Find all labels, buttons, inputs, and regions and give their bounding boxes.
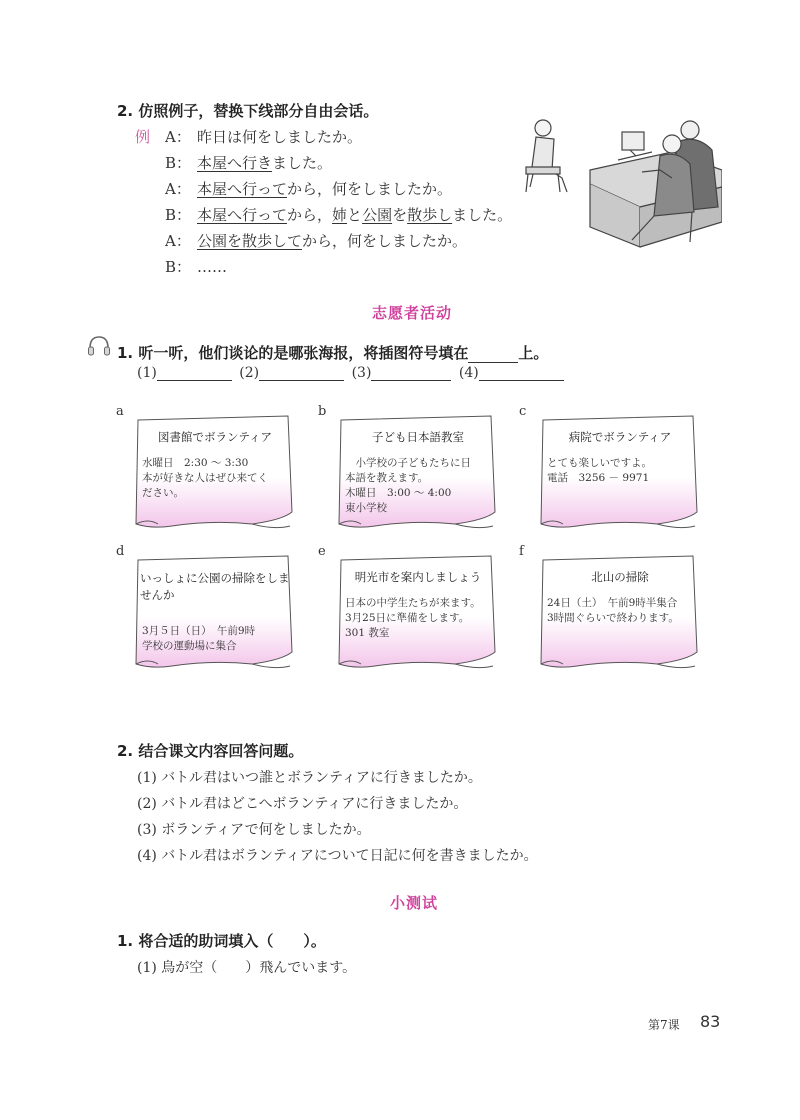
poster-body: 小学校の子どもたちに日 本語を教えます。 木曜日 3:00 ～ 4:00 東小学校	[345, 457, 471, 514]
dialogue-text: と	[347, 206, 363, 224]
poster-letter: d	[116, 544, 125, 559]
speaker-label: A：	[165, 232, 191, 250]
quiz-item: (1) 鳥が空（ ）飛んでいます。	[137, 960, 357, 976]
poster-letter: e	[318, 544, 326, 559]
comprehension-item: (4) バトル君はボランティアについて日記に何を書きましたか。	[137, 848, 538, 864]
dialogue-text: ました。	[452, 206, 513, 224]
poster-letter: b	[318, 404, 327, 419]
answer-blank-inline[interactable]	[468, 346, 518, 363]
poster-c	[537, 412, 702, 532]
comprehension-item: (3) ボランティアで何をしましたか。	[137, 822, 371, 838]
replaceable-phrase: 散歩し	[407, 206, 453, 224]
poster-a	[132, 412, 297, 532]
speaker-label: B：	[165, 154, 192, 172]
dialogue-text: ました。	[272, 154, 333, 172]
poster-e	[335, 552, 500, 672]
poster-letter: c	[519, 404, 527, 419]
speaker-label: A：	[165, 128, 191, 146]
replaceable-phrase: 本屋へ行って	[197, 206, 288, 224]
dialogue-text: 昨日は何をしましたか。	[197, 128, 363, 146]
poster-title: 明光市を案内しましょう	[354, 570, 482, 584]
poster-f	[537, 552, 702, 672]
dialogue-text: から，	[287, 206, 333, 224]
poster-letter: a	[116, 404, 124, 419]
comprehension-item: (2) バトル君はどこへボランティアに行きましたか。	[137, 796, 468, 812]
example-dialogue	[165, 124, 512, 280]
classroom-illustration	[522, 112, 722, 252]
quiz-question-title: 1. 将合适的助词填入（ ）。	[117, 932, 326, 950]
section-heading-quiz: 小测试	[390, 894, 439, 912]
answer-blanks-row: (1) (2) (3) (4)	[137, 364, 564, 381]
poster-title: 子ども日本語教室	[372, 430, 464, 444]
dialogue-line	[165, 202, 512, 228]
exercise-2-title: 2. 仿照例子，替换下线部分自由会话。	[117, 102, 379, 120]
headphones-icon	[86, 333, 112, 359]
dialogue-line	[165, 176, 512, 202]
answer-blank-4[interactable]	[479, 364, 564, 381]
dialogue-line	[165, 124, 512, 150]
speaker-label: B：	[165, 206, 192, 224]
replaceable-phrase: 本屋へ行って	[197, 180, 288, 198]
poster-body: とても楽しいですよ。 電話 3256 － 9971	[547, 457, 652, 484]
dialogue-line	[165, 150, 512, 176]
poster-body: 3月５日（日） 午前9時 学校の運動場に集合	[142, 625, 256, 652]
replaceable-phrase: 公園	[362, 206, 393, 224]
comprehension-question-title: 2. 结合课文内容回答问题。	[117, 742, 304, 760]
dialogue-line	[165, 228, 512, 254]
poster-letter: f	[519, 544, 524, 559]
poster-b	[335, 412, 500, 532]
speaker-label: B：	[165, 258, 192, 276]
dialogue-text: ……	[197, 258, 227, 276]
speaker-label: A：	[165, 180, 191, 198]
poster-body: 水曜日 2:30 ～ 3:30 本が好きな人はぜひ来てく ださい。	[142, 457, 268, 499]
listening-question-title: 1. 听一听，他们谈论的是哪张海报，将插图符号填在 上。	[117, 344, 549, 362]
example-label: 例	[135, 128, 151, 146]
comprehension-item: (1) バトル君はいつ誰とボランティアに行きましたか。	[137, 770, 482, 786]
poster-body: 日本の中学生たちが来ます。 3月25日に準備をします。 301 教室	[345, 597, 481, 639]
poster-title: 図書館でボランティア	[157, 430, 273, 444]
poster-body: 24日（土） 午前9時半集合 3時間ぐらいで終わります。	[547, 597, 679, 624]
dialogue-text: を	[392, 206, 408, 224]
poster-title: 北山の掃除	[591, 570, 649, 584]
comprehension-question-list	[137, 765, 538, 869]
poster-d	[132, 552, 297, 672]
dialogue-text: から，何をしましたか。	[302, 232, 468, 250]
section-heading-volunteer: 志愿者活动	[372, 304, 453, 322]
dialogue-line	[165, 254, 512, 280]
replaceable-phrase: 姉	[332, 206, 348, 224]
page-number: 83	[700, 1012, 721, 1031]
replaceable-phrase: 公園を散歩して	[197, 232, 303, 250]
answer-blank-3[interactable]	[371, 364, 451, 381]
replaceable-phrase: 本屋へ行き	[197, 154, 273, 172]
dialogue-text: から，何をしましたか。	[287, 180, 453, 198]
answer-blank-1[interactable]	[157, 364, 232, 381]
poster-title: いっしょに公園の掃除をしませんか	[140, 571, 290, 602]
poster-title: 病院でボランティア	[568, 430, 672, 444]
lesson-number: 第7课	[648, 1018, 680, 1032]
answer-blank-2[interactable]	[259, 364, 344, 381]
